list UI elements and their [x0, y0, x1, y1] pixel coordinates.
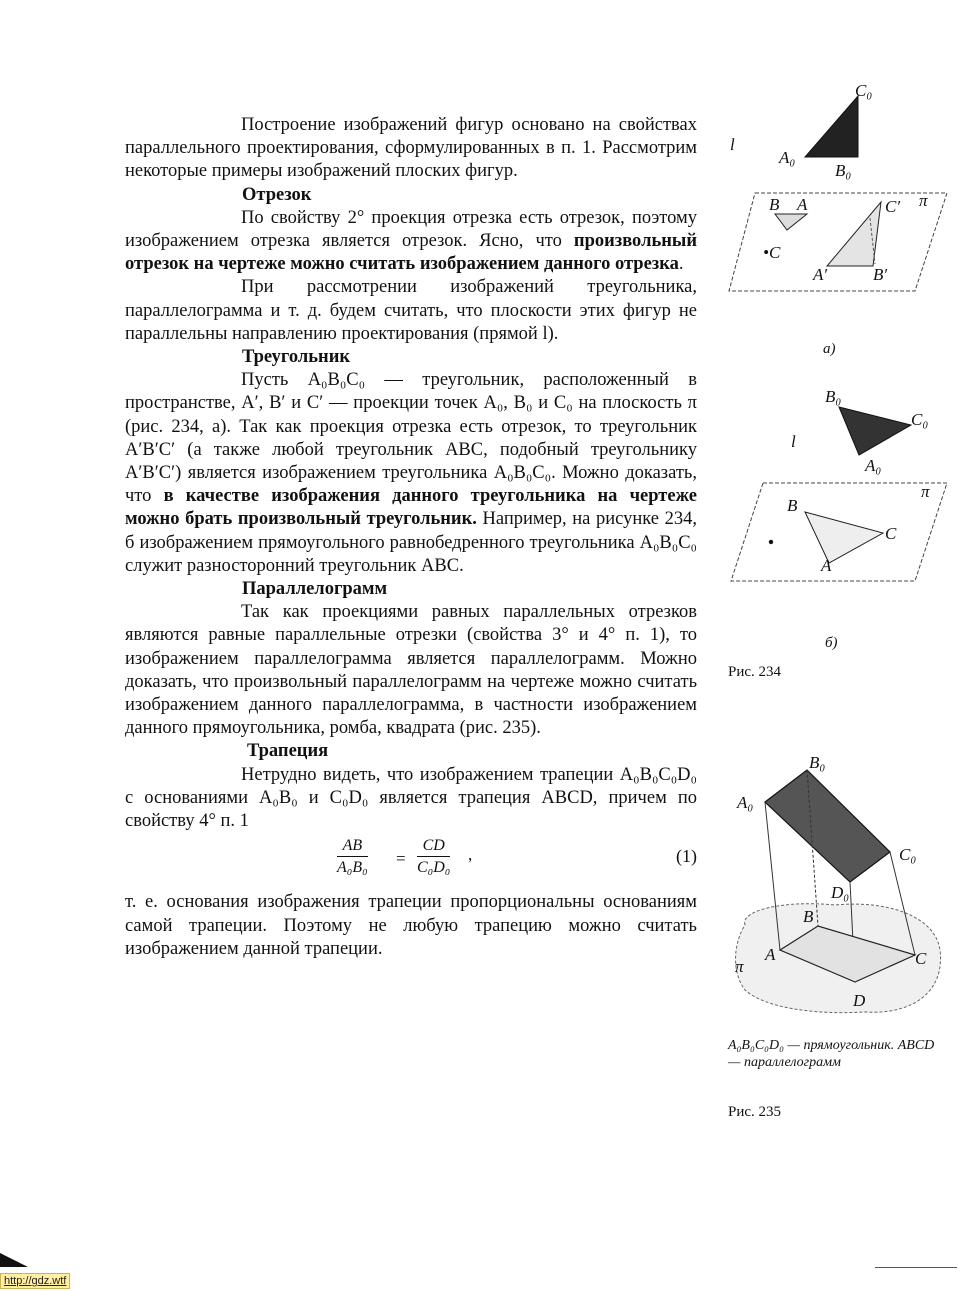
figure-235: [725, 750, 950, 1030]
fraction-cd-numerator: CD: [417, 837, 450, 857]
caption-235: Рис. 235: [728, 1104, 782, 1120]
fraction-cd: [417, 837, 450, 877]
intro-paragraph: Построение изображений фигур основано на свойствах параллельного проектирования, сформулированных в п. 1. Рассмотрим некоторые примеры изображений плоских фигур.: [125, 115, 697, 182]
bottom-rule: [875, 1267, 957, 1268]
heading-segment: Отрезок: [242, 184, 312, 205]
label-pi-235: π: [735, 957, 744, 976]
label-c0: C₀: [855, 81, 873, 100]
triangle-bold-text: в качестве изображения данного треугольника на чертеже можно брать произвольный треугольник.: [125, 486, 697, 530]
label-d-235: D: [853, 991, 866, 1010]
label-b-prime: B′: [873, 265, 888, 284]
caption-234: Рис. 234: [728, 664, 782, 680]
label-a0: A₀: [779, 148, 796, 167]
triangle-text-1: Пусть A₀B₀C₀ — треугольник, расположенный в пространстве, A′, B′ и C′ — проекции точек A₀, B₀ и C₀ на плоскость π (рис. 234, а). Так как проекция отрезка есть отрезок, то треугольник A′B′C′ (а также любой треугольник ABC, подобный треугольнику A′B′C′) является изображением треугольника A₀B₀C₀. Можно доказать, что: [125, 370, 697, 507]
corner-wedge-mark: [0, 1253, 28, 1267]
formula-equals: =: [396, 849, 406, 869]
label-a0-235: A₀: [737, 793, 754, 812]
segment-text: По свойству 2° проекция отрезка есть отрезок, поэтому изображением отрезка является отрезок. Ясно, что: [125, 207, 697, 252]
label-l-b: l: [791, 432, 796, 451]
label-c-prime: C′: [885, 197, 901, 216]
segment-end: .: [678, 254, 684, 275]
label-c-b: C: [885, 524, 897, 543]
label-a-b: A: [821, 556, 832, 575]
formula-1: [125, 835, 697, 885]
triangle-text-2: Например, на рисунке 234, б изображением прямоугольного равнобедренного треугольника A₀B₀C₀ служит разносторонний треугольник ABC.: [125, 509, 697, 576]
heading-triangle: Треугольник: [242, 347, 351, 368]
figure-234b-label: б): [825, 635, 838, 651]
parallelogram-paragraph: Так как проекциями равных параллельных отрезков являются равные параллельные отрезки (свойства 3° и 4° п. 1), то изображением параллелограмма является параллелограмм. Можно доказать, что произвольный параллелограмм на чертеже можно считать изображением данного параллелограмма, в частности изображением данного прямоугольника, ромба, квадрата (рис. 235).: [125, 602, 697, 739]
label-b: B: [769, 195, 780, 214]
figure-234a: [725, 78, 950, 358]
triangle-paragraph: [125, 369, 697, 578]
plane-pi-a: [729, 193, 947, 291]
rectangle-a0b0c0d0: [765, 770, 890, 882]
label-d0-235: D₀: [831, 883, 850, 902]
fraction-cd-denominator: C₀D₀: [417, 859, 451, 877]
label-a0-b: A₀: [865, 456, 882, 475]
label-c0-235: C₀: [899, 845, 917, 864]
fraction-ab: [337, 837, 368, 877]
triangle-abc-b: [805, 512, 883, 563]
figure-234a-label: а): [823, 341, 836, 357]
segment-paragraph: [125, 207, 697, 277]
label-b0-b: B₀: [825, 387, 842, 406]
label-l: l: [730, 135, 735, 154]
label-pi-b: π: [921, 482, 930, 501]
triangle-b0c0a0: [839, 407, 911, 455]
label-a: A: [797, 195, 808, 214]
heading-trapezoid: Трапеция: [247, 741, 329, 762]
heading-parallelogram: Параллелограмм: [242, 579, 388, 600]
segment-bold-text: произвольный отрезок на чертеже можно считать изображением данного отрезка: [125, 231, 697, 275]
triangle-a0b0c0: [805, 96, 858, 157]
label-b0: B₀: [835, 161, 852, 180]
label-a-235: A: [765, 945, 776, 964]
label-c0-b: C₀: [911, 410, 929, 429]
fraction-ab-numerator: AB: [337, 837, 368, 857]
planes-paragraph: При рассмотрении изображений треугольника, параллелограмма и т. д. будем считать, что плоскости этих фигур не параллельны направлению проектирования (прямой l).: [125, 277, 697, 344]
figure-234b: [725, 385, 950, 655]
triangle-bac-small: [775, 214, 807, 230]
point-dot-b: [769, 540, 773, 544]
fraction-ab-denominator: A₀B₀: [337, 859, 368, 877]
formula-comma: ,: [468, 845, 473, 865]
trapezoid-conclusion: т. е. основания изображения трапеции пропорциональны основаниям самой трапеции. Поэтому не любую трапецию можно считать изображением данной трапеции.: [125, 892, 697, 959]
label-b-b: B: [787, 496, 798, 515]
footer-link[interactable]: http://gdz.wtf: [0, 1273, 70, 1289]
label-pi: π: [919, 191, 928, 210]
main-text-column: [125, 114, 697, 961]
label-c-235: C: [915, 949, 927, 968]
triangle-a-b-c-prime: [827, 202, 881, 266]
formula-number: (1): [676, 846, 697, 867]
label-b-235: B: [803, 907, 814, 926]
label-b0-235: B₀: [809, 753, 826, 772]
trapezoid-paragraph: Нетрудно видеть, что изображением трапеции A₀B₀C₀D₀ с основаниями A₀B₀ и C₀D₀ является трапеция ABCD, причем по свойству 4° п. 1: [125, 764, 697, 832]
figure-235-description: A₀B₀C₀D₀ — прямоугольник. ABCD — параллелограмм: [728, 1038, 935, 1070]
label-a-prime: A′: [813, 265, 828, 284]
label-c-dot: •C: [763, 243, 781, 262]
